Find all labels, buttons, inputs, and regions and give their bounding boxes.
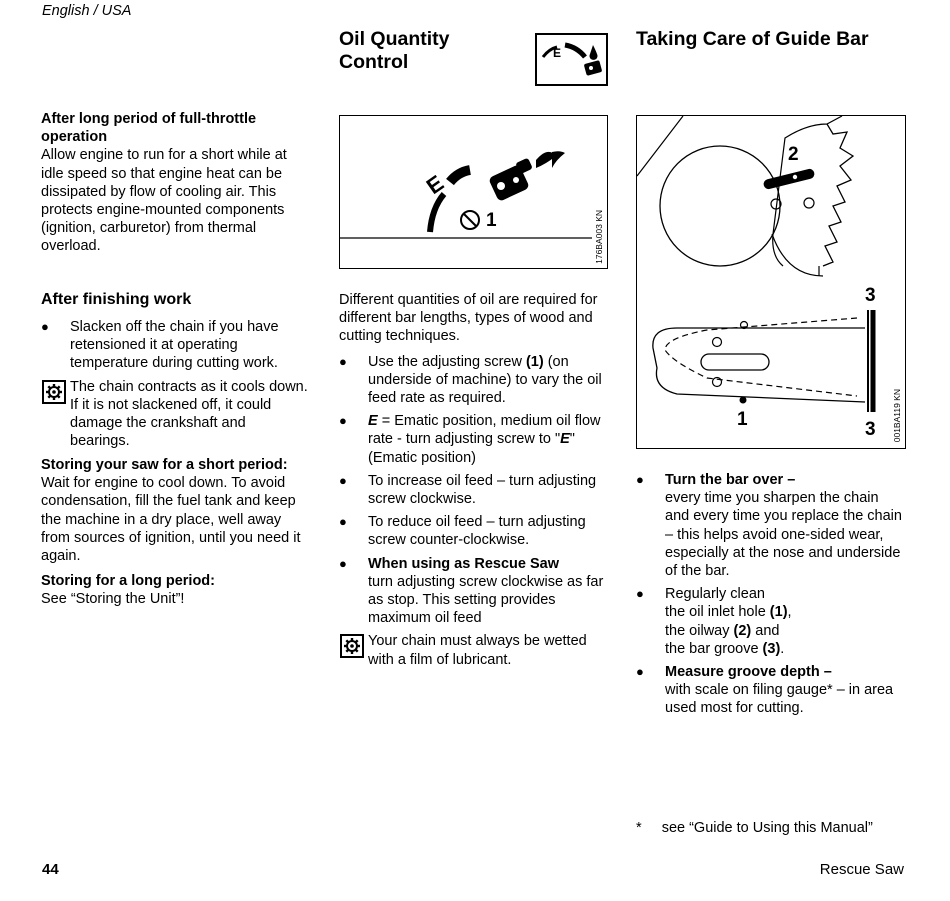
bullet-icon: ● (339, 555, 347, 571)
oil-adjust-diagram (340, 116, 606, 267)
language-label: English / USA (42, 3, 132, 19)
short-storage-section (41, 456, 309, 565)
clean-line-2 (665, 603, 906, 621)
inlet-label-1: 1 (737, 409, 748, 430)
heat-title: After long period of full-throttle operation (41, 111, 257, 146)
clean-line-4-punct: . (780, 640, 785, 657)
ematic-mark: E (421, 170, 449, 200)
clean-line-1: Regularly clean (665, 586, 765, 603)
oil-text-section (339, 291, 607, 669)
bullet-icon: ● (636, 586, 644, 602)
bullet-icon: ● (339, 472, 347, 488)
finish-bullet-text: Slacken off the chain if you have retensioned it at operating temperature during cutting work. (70, 319, 279, 372)
clean-line-3-end: and (751, 622, 780, 639)
short-storage-body: Wait for engine to cool down. To avoid condensation, fill the fuel tank and keep the machine in a dry place, well away from sources of ignition, until you need it again. (41, 475, 301, 565)
gear-note-icon (42, 380, 66, 404)
short-storage-title: Storing your saw for a short period: (41, 457, 288, 473)
guide-bar-figure (636, 115, 906, 449)
long-storage-body: See “Storing the Unit”! (41, 591, 185, 608)
guide-bar-text-section (636, 471, 906, 723)
long-storage-section (41, 572, 309, 608)
lubricant-note (339, 632, 607, 668)
bullet-icon: ● (339, 413, 347, 429)
clean-line-4-num: (3) (762, 640, 781, 657)
guide-bar-title: Taking Care of Guide Bar (636, 28, 869, 50)
svg-text:E: E (553, 46, 562, 60)
footnote-text: see “Guide to Using this Manual” (661, 820, 873, 836)
clean-line-3-text: the oilway (665, 622, 734, 639)
footnote-mark: * (636, 820, 642, 836)
oil-adjust-figure (339, 115, 608, 269)
oil-title-line2: Control (339, 51, 409, 73)
turn-bar-title: Turn the bar over – (665, 472, 796, 488)
finish-list (41, 318, 309, 373)
heat-body: Allow engine to run for a short while at idle speed so that engine heat can be dissipated by flow of cooling air. This protects engine-mounted components (ignition, carburetor) from thermal overload. (41, 147, 287, 255)
rescue-saw-title: When using as Rescue Saw (368, 555, 559, 572)
oil-b1-text-end: (on underside of machine) to vary the oil feed rate as required. (368, 353, 602, 407)
guide-bar-list (636, 471, 906, 718)
rescue-saw-text: turn adjusting screw clockwise as far as stop. This setting provides maximum oil feed (368, 573, 604, 627)
list-item (636, 585, 906, 658)
groove-label-3-bottom: 3 (865, 419, 876, 440)
groove-depth-title: Measure groove depth – (665, 664, 832, 681)
list-item (636, 663, 906, 718)
clean-line-2-num: (1) (769, 604, 788, 621)
finish-note-text: The chain contracts as it cools down. If it is not slackened off, it could damage the crankshaft and bearings. (70, 378, 308, 450)
finish-section (41, 290, 309, 450)
bullet-icon: ● (339, 353, 347, 369)
footnote (636, 819, 873, 837)
clean-line-3 (665, 622, 906, 640)
oil-b2-text: = Ematic position, medium oil flow rate - turn adjusting screw to " (368, 413, 601, 448)
lubricant-note-text: Your chain must always be wetted with a film of lubricant. (368, 633, 587, 668)
oil-b2-text-end: " (Ematic position) (368, 431, 575, 466)
manual-title: Rescue Saw (819, 861, 904, 878)
finish-title: After finishing work (41, 291, 192, 308)
bullet-icon: ● (636, 472, 644, 487)
list-item (41, 318, 309, 373)
clean-line-3-num: (2) (733, 622, 752, 639)
oil-title-line1: Oil Quantity (339, 28, 450, 50)
oil-list (339, 353, 607, 628)
clean-line-4-text: the bar groove (665, 640, 763, 657)
bullet-icon: ● (339, 514, 347, 530)
oil-b3-text: To increase oil feed – turn adjusting screw clockwise. (368, 472, 597, 508)
list-item (339, 353, 607, 408)
oil-b2-e: E (368, 413, 378, 430)
oil-b2-e2: E (560, 431, 570, 448)
groove-label-3-top: 3 (865, 285, 876, 306)
list-item (339, 472, 607, 508)
figure-code: 001BA119 KN (892, 389, 902, 443)
oil-flow-symbol-icon (535, 33, 608, 86)
turn-bar-text: every time you sharpen the chain and every time you replace the chain – this helps avoid one-sided wear, especially at the nose and underside of the bar. (665, 490, 902, 580)
oil-control-heading (339, 28, 450, 74)
oilway-label-2: 2 (788, 144, 799, 165)
groove-depth-text: with scale on filing gauge* – in area used most for cutting. (665, 682, 894, 717)
list-item (339, 555, 607, 628)
oil-b1-text: Use the adjusting screw (368, 353, 526, 370)
heat-section (41, 110, 309, 256)
oil-b4-text: To reduce oil feed – turn adjusting screw counter-clockwise. (368, 514, 586, 549)
page-number: 44 (42, 861, 59, 878)
list-item (339, 513, 607, 549)
long-storage-title: Storing for a long period: (41, 573, 215, 589)
clean-line-4 (665, 640, 906, 658)
list-item (636, 471, 906, 580)
figure-code: 176BA003 KN (594, 210, 604, 264)
gear-note-icon (340, 634, 364, 658)
clean-line-2-text: the oil inlet hole (665, 604, 770, 621)
bullet-icon: ● (636, 664, 644, 680)
finish-note (41, 378, 309, 451)
oil-intro: Different quantities of oil are required for different bar lengths, types of wood and cutting techniques. (339, 292, 598, 345)
guide-bar-diagram (637, 116, 904, 447)
clean-line-2-punct: , (787, 604, 792, 621)
list-item (339, 412, 607, 467)
screw-label-1: 1 (486, 210, 497, 231)
oil-b1-num: (1) (525, 353, 544, 370)
bullet-icon: ● (41, 319, 49, 334)
